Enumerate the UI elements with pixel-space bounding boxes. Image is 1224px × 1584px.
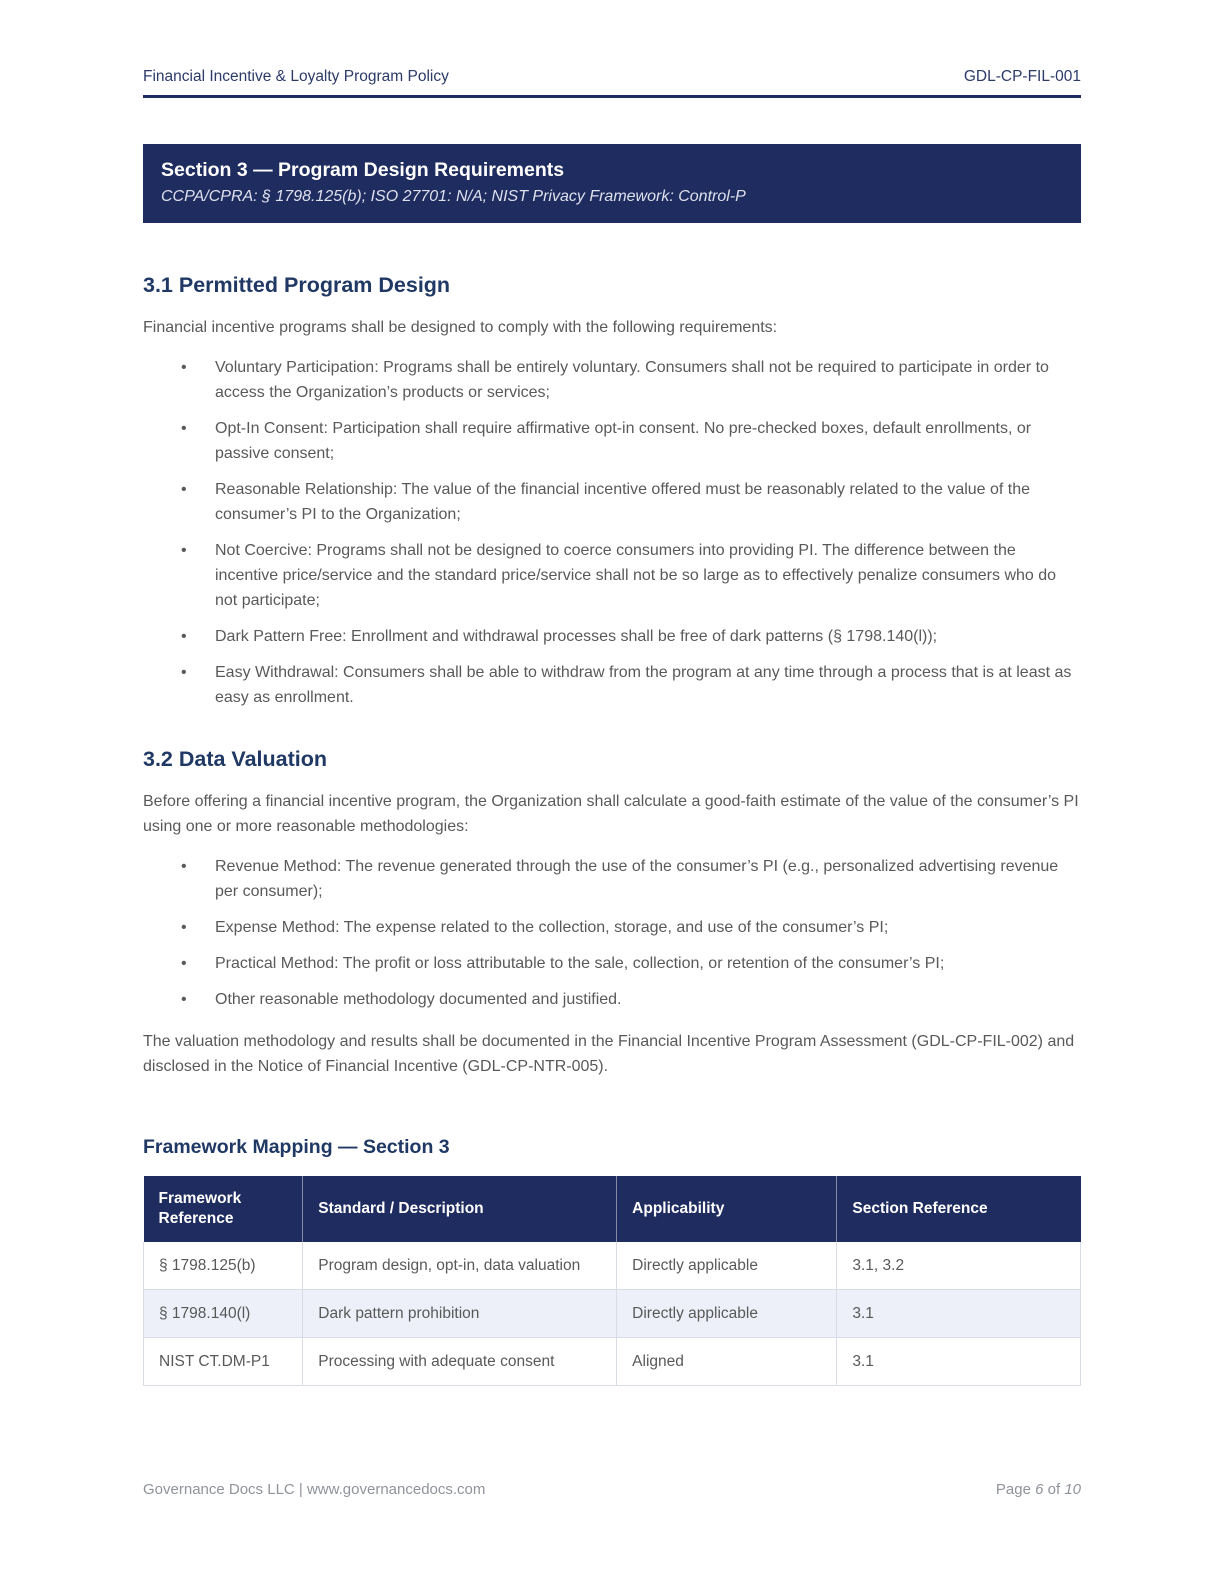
section-banner-subtitle: CCPA/CPRA: § 1798.125(b); ISO 27701: N/A; NIST Privacy Framework: Control-P [161,188,746,205]
page-content [143,0,1081,1386]
table-cell: § 1798.125(b) [144,1242,303,1290]
footer-page-total: 10 [1064,1481,1081,1498]
footer-company: Governance Docs LLC | www.governancedocs.com [143,1481,486,1498]
column-header: Applicability [617,1176,837,1242]
section-banner [143,144,1081,223]
list-item: • Voluntary Participation: Programs shall be entirely voluntary. Consumers shall not be required to participate in order to access the Organization’s products or services; [181,355,1081,405]
running-footer [143,1481,1081,1498]
table-row [144,1338,1081,1386]
heading-3-2: 3.2 Data Valuation [143,747,328,771]
table-cell: Aligned [617,1338,837,1386]
table-cell: Dark pattern prohibition [303,1290,617,1338]
list-item: • Expense Method: The expense related to the collection, storage, and use of the consumer’s PI; [181,915,1081,940]
bullet-list-3-2 [181,854,1081,1012]
table-cell: Directly applicable [617,1290,837,1338]
table-cell: 3.1 [837,1290,1081,1338]
footer-page-number [996,1481,1081,1498]
section-banner-title: Section 3 — Program Design Requirements [161,159,565,181]
running-header [143,0,1081,98]
intro-3-2: Before offering a financial incentive program, the Organization shall calculate a good-faith estimate of the value of the consumer’s PI using one or more reasonable methodologies: [143,793,1079,835]
list-item: • Dark Pattern Free: Enrollment and withdrawal processes shall be free of dark patterns (§ 1798.140(l)); [181,624,1081,649]
bullet-list-3-1 [181,355,1081,710]
table-cell: Processing with adequate consent [303,1338,617,1386]
framework-mapping-heading: Framework Mapping — Section 3 [143,1136,450,1158]
column-header: Framework Reference [144,1176,303,1242]
list-item: • Reasonable Relationship: The value of the financial incentive offered must be reasonably related to the value of the consumer’s PI to the Organization; [181,477,1081,527]
column-header: Section Reference [837,1176,1081,1242]
table-row [144,1290,1081,1338]
list-item: • Easy Withdrawal: Consumers shall be able to withdraw from the program at any time through a process that is at least as easy as enrollment. [181,660,1081,710]
closing-3-2: The valuation methodology and results shall be documented in the Financial Incentive Program Assessment (GDL-CP-FIL-002) and disclosed in the Notice of Financial Incentive (GDL-CP-NTR-005). [143,1033,1075,1075]
list-item: • Practical Method: The profit or loss attributable to the sale, collection, or retention of the consumer’s PI; [181,951,1081,976]
table-cell: Directly applicable [617,1242,837,1290]
footer-of-word: of [1047,1481,1061,1498]
intro-3-1: Financial incentive programs shall be designed to comply with the following requirements: [143,319,778,336]
header-document-id: GDL-CP-FIL-001 [963,68,1081,85]
table-cell: NIST CT.DM-P1 [144,1338,303,1386]
header-document-title: Financial Incentive & Loyalty Program Policy [143,68,449,85]
table-header-row [144,1176,1081,1242]
list-item: • Opt-In Consent: Participation shall require affirmative opt-in consent. No pre-checked boxes, default enrollments, or passive consent; [181,416,1081,466]
footer-page-word: Page [995,1481,1031,1498]
list-item: • Revenue Method: The revenue generated through the use of the consumer’s PI (e.g., personalized advertising revenue per consumer); [181,854,1081,904]
list-item: • Not Coercive: Programs shall not be designed to coerce consumers into providing PI. The difference between the incentive price/service and the standard price/service shall not be so large as to effectively penalize consumers who do not participate; [181,538,1081,613]
table-cell: 3.1, 3.2 [837,1242,1081,1290]
heading-3-1: 3.1 Permitted Program Design [143,273,451,297]
list-item: • Other reasonable methodology documented and justified. [181,987,1081,1012]
table-cell: Program design, opt-in, data valuation [303,1242,617,1290]
footer-page-current: 6 [1035,1481,1044,1498]
table-cell: § 1798.140(l) [144,1290,303,1338]
table-cell: 3.1 [837,1338,1081,1386]
column-header: Standard / Description [303,1176,617,1242]
table-row [144,1242,1081,1290]
framework-mapping-table [143,1176,1081,1386]
